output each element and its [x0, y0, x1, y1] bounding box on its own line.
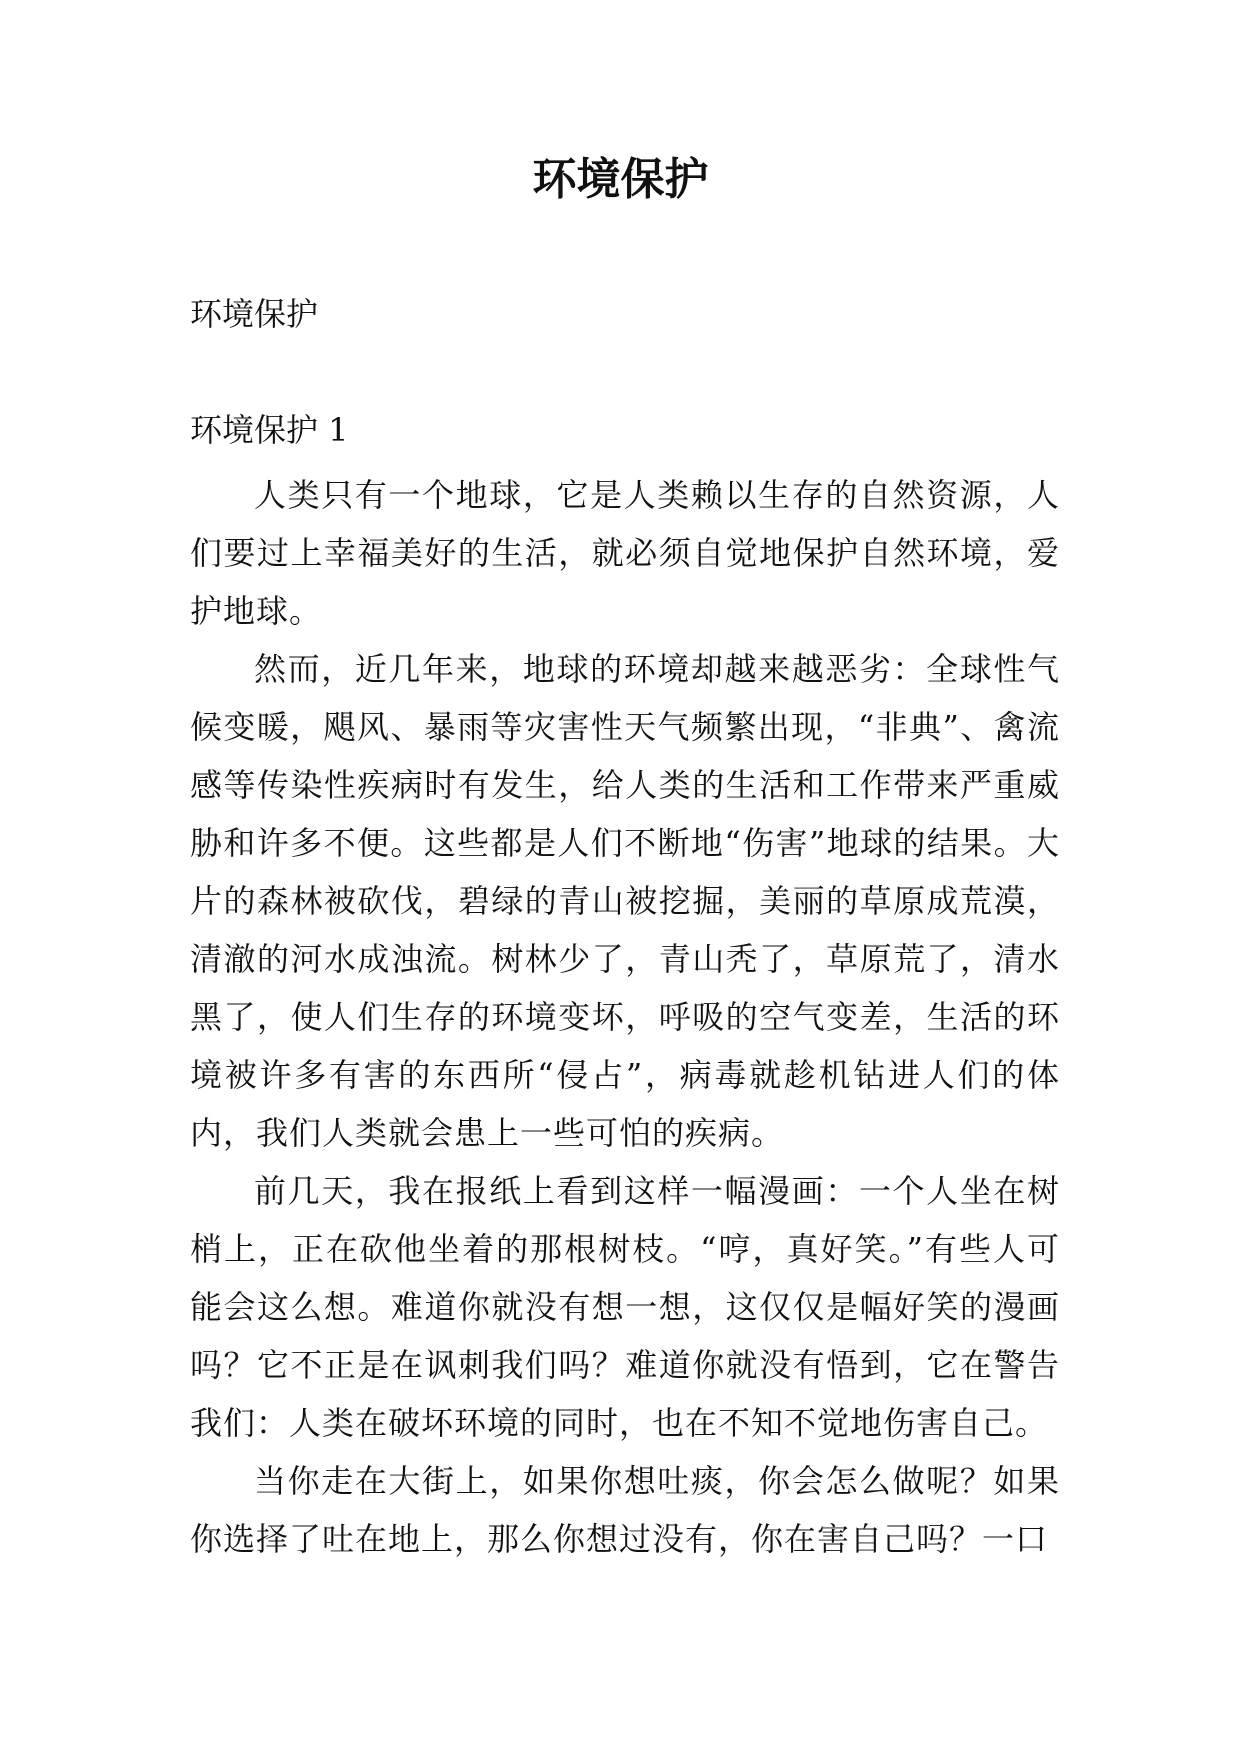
- section-heading: 环境保护 1: [190, 411, 349, 449]
- document-title: 环境保护: [532, 154, 709, 205]
- body-text: [190, 466, 1060, 1568]
- paragraph-1: 人类只有一个地球，它是人类赖以生存的自然资源，人们要过上幸福美好的生活，就必须自觉地保护自然环境，爱护地球。: [190, 476, 1060, 630]
- paragraph-2: 然而，近几年来，地球的环境却越来越恶劣：全球性气候变暖，飓风、暴雨等灾害性天气频繁出现，“非典”、禽流感等传染性疾病时有发生，给人类的生活和工作带来严重威胁和许多不便。这些都是人们不断地“伤害”地球的结果。大片的森林被砍伐，碧绿的青山被挖掘，美丽的草原成荒漠，清澈的河水成浊流。树林少了，青山秃了，草原荒了，清水黑了，使人们生存的环境变坏，呼吸的空气变差，生活的环境被许多有害的东西所“侵占”，病毒就趁机钻进人们的体内，我们人类就会患上一些可怕的疾病。: [190, 650, 1060, 1152]
- paragraph-3: 前几天，我在报纸上看到这样一幅漫画：一个人坐在树梢上，正在砍他坐着的那根树枝。“哼，真好笑。”有些人可能会这么想。难道你就没有想一想，这仅仅是幅好笑的漫画吗？它不正是在讽刺我们吗？难道你就没有悟到，它在警告我们：人类在破坏环境的同时，也在不知不觉地伤害自己。: [190, 1172, 1060, 1442]
- paragraph-4: 当你走在大街上，如果你想吐痰，你会怎么做呢？如果你选择了吐在地上，那么你想过没有，你在害自己吗？一口: [190, 1462, 1060, 1558]
- document-subtitle: 环境保护: [190, 295, 319, 333]
